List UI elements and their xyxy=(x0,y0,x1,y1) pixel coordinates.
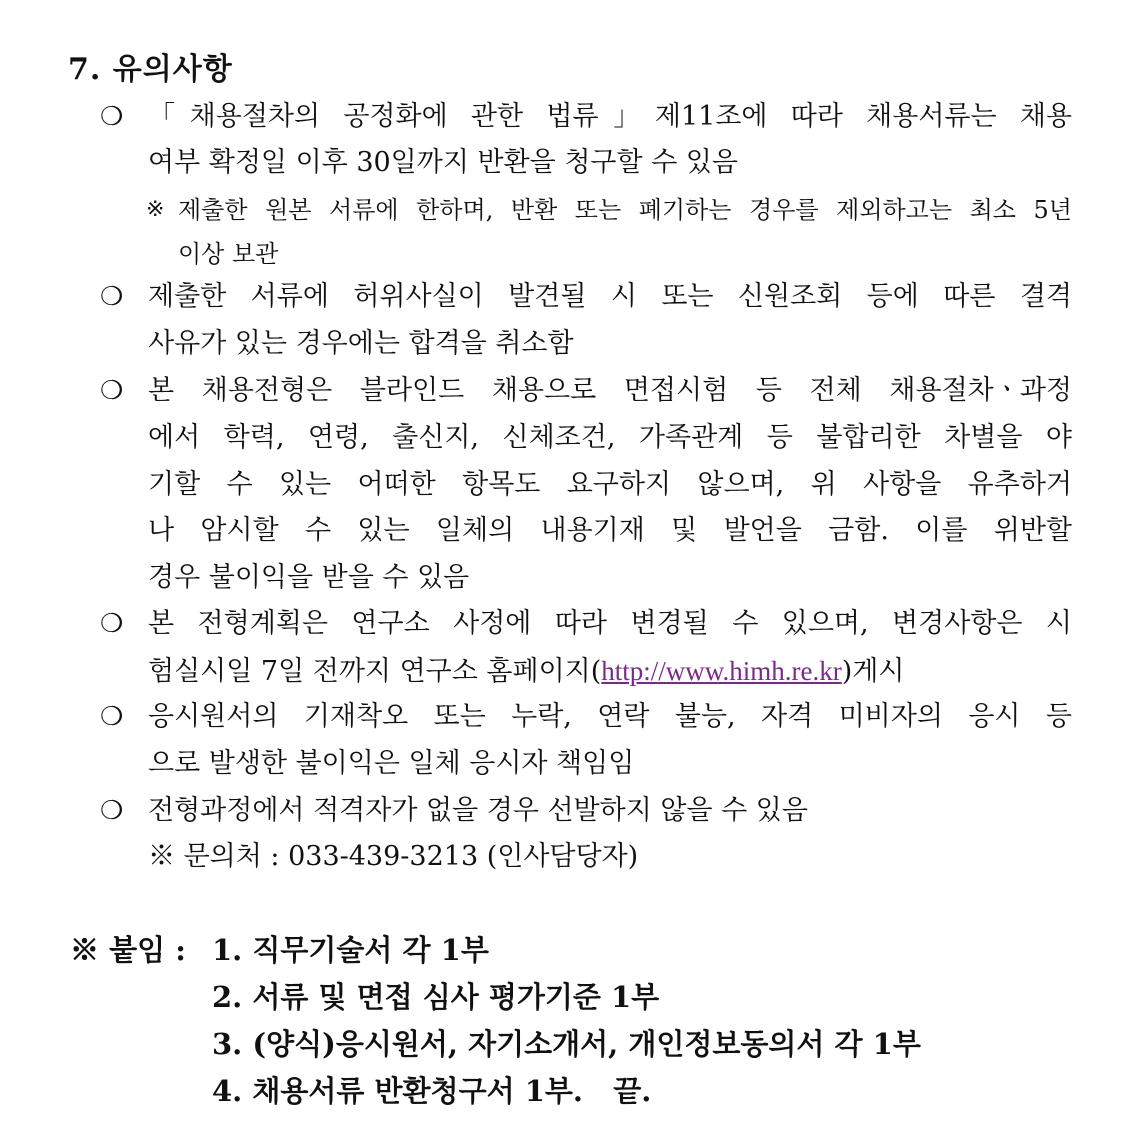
bullet-icon: ❍ xyxy=(100,609,124,639)
contact-info: ※ 문의처 : 033-439-3213 (인사담당자) xyxy=(148,841,639,872)
bullet-icon: ❍ xyxy=(100,102,124,132)
item-4-line-1: 본 전형계획은 연구소 사정에 따라 변경될 수 있으며, 변경사항은 시 xyxy=(148,608,1072,639)
item-3-line-1: 본 채용전형은 블라인드 채용으로 면접시험 등 전체 채용절차ㆍ과정 xyxy=(148,375,1072,406)
note-mark: ※ xyxy=(146,197,165,222)
item-4-line-2 xyxy=(148,651,904,692)
item-2-line-2: 사유가 있는 경우에는 합격을 취소함 xyxy=(148,328,574,359)
attachment-item: 3. (양식)응시원서, 자기소개서, 개인정보동의서 각 1부 xyxy=(212,1027,921,1061)
item-1-line-2: 여부 확정일 이후 30일까지 반환을 청구할 수 있음 xyxy=(148,147,738,178)
bullet-icon: ❍ xyxy=(100,282,124,312)
item-1-note-line-1: 제출한 원본 서류에 한하며, 반환 또는 폐기하는 경우를 제외하고는 최소 5년 xyxy=(178,196,1072,224)
attachment-item: 1. 직무기술서 각 1부 xyxy=(212,933,489,967)
item-4-line-2-suffix: )게시 xyxy=(841,656,905,687)
item-3-line-5: 경우 불이익을 받을 수 있음 xyxy=(148,562,470,593)
bullet-icon: ❍ xyxy=(100,702,124,732)
item-3-line-3: 기할 수 있는 어떠한 항목도 요구하지 않으며, 위 사항을 유추하거 xyxy=(148,469,1072,500)
homepage-link[interactable]: http://www.himh.re.kr xyxy=(601,656,842,686)
section-heading: 7. 유의사항 xyxy=(68,52,233,87)
item-4-line-2-prefix: 험실시일 7일 전까지 연구소 홈페이지( xyxy=(148,656,602,687)
attachment-item: 2. 서류 및 면접 심사 평가기준 1부 xyxy=(212,980,660,1014)
item-1-line-1: 「채용절차의 공정화에 관한 법류」제11조에 따라 채용서류는 채용 xyxy=(148,101,1072,132)
item-5-line-1: 응시원서의 기재착오 또는 누락, 연락 불능, 자격 미비자의 응시 등 xyxy=(148,701,1072,732)
item-6-line-1: 전형과정에서 적격자가 없을 경우 선발하지 않을 수 있음 xyxy=(148,795,808,826)
item-5-line-2: 으로 발생한 불이익은 일체 응시자 책임임 xyxy=(148,748,635,779)
bullet-icon: ❍ xyxy=(100,376,124,406)
bullet-icon: ❍ xyxy=(100,796,124,826)
item-2-line-1: 제출한 서류에 허위사실이 발견될 시 또는 신원조회 등에 따른 결격 xyxy=(148,281,1072,312)
attachment-label: ※ 붙임 : xyxy=(70,933,186,967)
item-3-line-2: 에서 학력, 연령, 출신지, 신체조건, 가족관계 등 불합리한 차별을 야 xyxy=(148,422,1072,453)
item-1-note-line-2: 이상 보관 xyxy=(178,240,279,268)
attachment-item: 4. 채용서류 반환청구서 1부. 끝. xyxy=(212,1074,652,1108)
item-3-line-4: 나 암시할 수 있는 일체의 내용기재 및 발언을 금함. 이를 위반할 xyxy=(148,515,1072,546)
